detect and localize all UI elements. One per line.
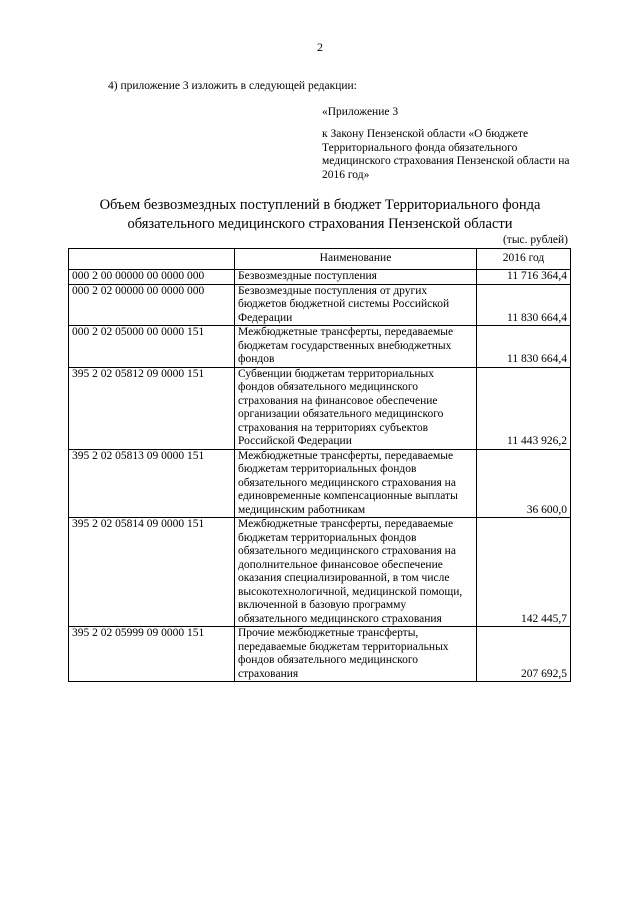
row-name: Безвозмездные поступления	[235, 270, 477, 285]
units-label: (тыс. рублей)	[502, 234, 568, 246]
table-row	[69, 367, 571, 449]
table-row	[69, 627, 571, 682]
row-code: 395 2 02 05812 09 0000 151	[69, 367, 235, 449]
revenue-table	[68, 248, 571, 682]
document-title-line-1: Объем безвозмездных поступлений в бюджет Территориального фонда	[99, 197, 541, 213]
row-amount: 11 830 664,4	[477, 326, 571, 368]
row-code: 000 2 02 00000 00 0000 000	[69, 284, 235, 326]
table-header-row	[69, 249, 571, 270]
row-amount: 36 600,0	[477, 449, 571, 518]
row-amount: 11 443 926,2	[477, 367, 571, 449]
document-title	[60, 196, 580, 234]
appendix-reference: к Закону Пензенской области «О бюджете Территориального фонда обязательного медицинского страхования Пензенской области на 2016 год»	[322, 128, 570, 181]
header-name: Наименование	[235, 249, 477, 270]
row-amount: 11 716 364,4	[477, 270, 571, 285]
row-amount: 142 445,7	[477, 518, 571, 627]
document-title-line-2: обязательного медицинского страхования Пензенской области	[127, 216, 513, 232]
table-row	[69, 284, 571, 326]
row-name: Безвозмездные поступления от других бюджетов бюджетной системы Российской Федерации	[235, 284, 477, 326]
row-name: Межбюджетные трансферты, передаваемые бюджетам территориальных фондов обязательного медицинского страхования на дополнительное финансовое обеспечение оказания специализированной, в том числе высокотехнологичной, медицинской помощи, включенной в базовую программу обязательного медицинского страхования	[235, 518, 477, 627]
amendment-instruction: 4) приложение 3 изложить в следующей редакции:	[108, 80, 357, 92]
table-row	[69, 449, 571, 518]
row-name: Субвенции бюджетам территориальных фондов обязательного медицинского страхования на финансовое обеспечение организации обязательного медицинского страхования на территориях субъектов Российской Федерации	[235, 367, 477, 449]
header-year: 2016 год	[477, 249, 571, 270]
table-row	[69, 326, 571, 368]
row-name: Прочие межбюджетные трансферты, передаваемые бюджетам территориальных фондов обязательного медицинского страхования	[235, 627, 477, 682]
row-name: Межбюджетные трансферты, передаваемые бюджетам территориальных фондов обязательного медицинского страхования на единовременные компенсационные выплаты медицинским работникам	[235, 449, 477, 518]
table-row	[69, 270, 571, 285]
table-row	[69, 518, 571, 627]
row-code: 000 2 00 00000 00 0000 000	[69, 270, 235, 285]
row-code: 395 2 02 05814 09 0000 151	[69, 518, 235, 627]
row-amount: 11 830 664,4	[477, 284, 571, 326]
row-code: 395 2 02 05999 09 0000 151	[69, 627, 235, 682]
row-code: 395 2 02 05813 09 0000 151	[69, 449, 235, 518]
page-number: 2	[317, 40, 323, 54]
header-code	[69, 249, 235, 270]
row-code: 000 2 02 05000 00 0000 151	[69, 326, 235, 368]
row-amount: 207 692,5	[477, 627, 571, 682]
appendix-title: «Приложение 3	[322, 106, 399, 118]
row-name: Межбюджетные трансферты, передаваемые бюджетам государственных внебюджетных фондов	[235, 326, 477, 368]
